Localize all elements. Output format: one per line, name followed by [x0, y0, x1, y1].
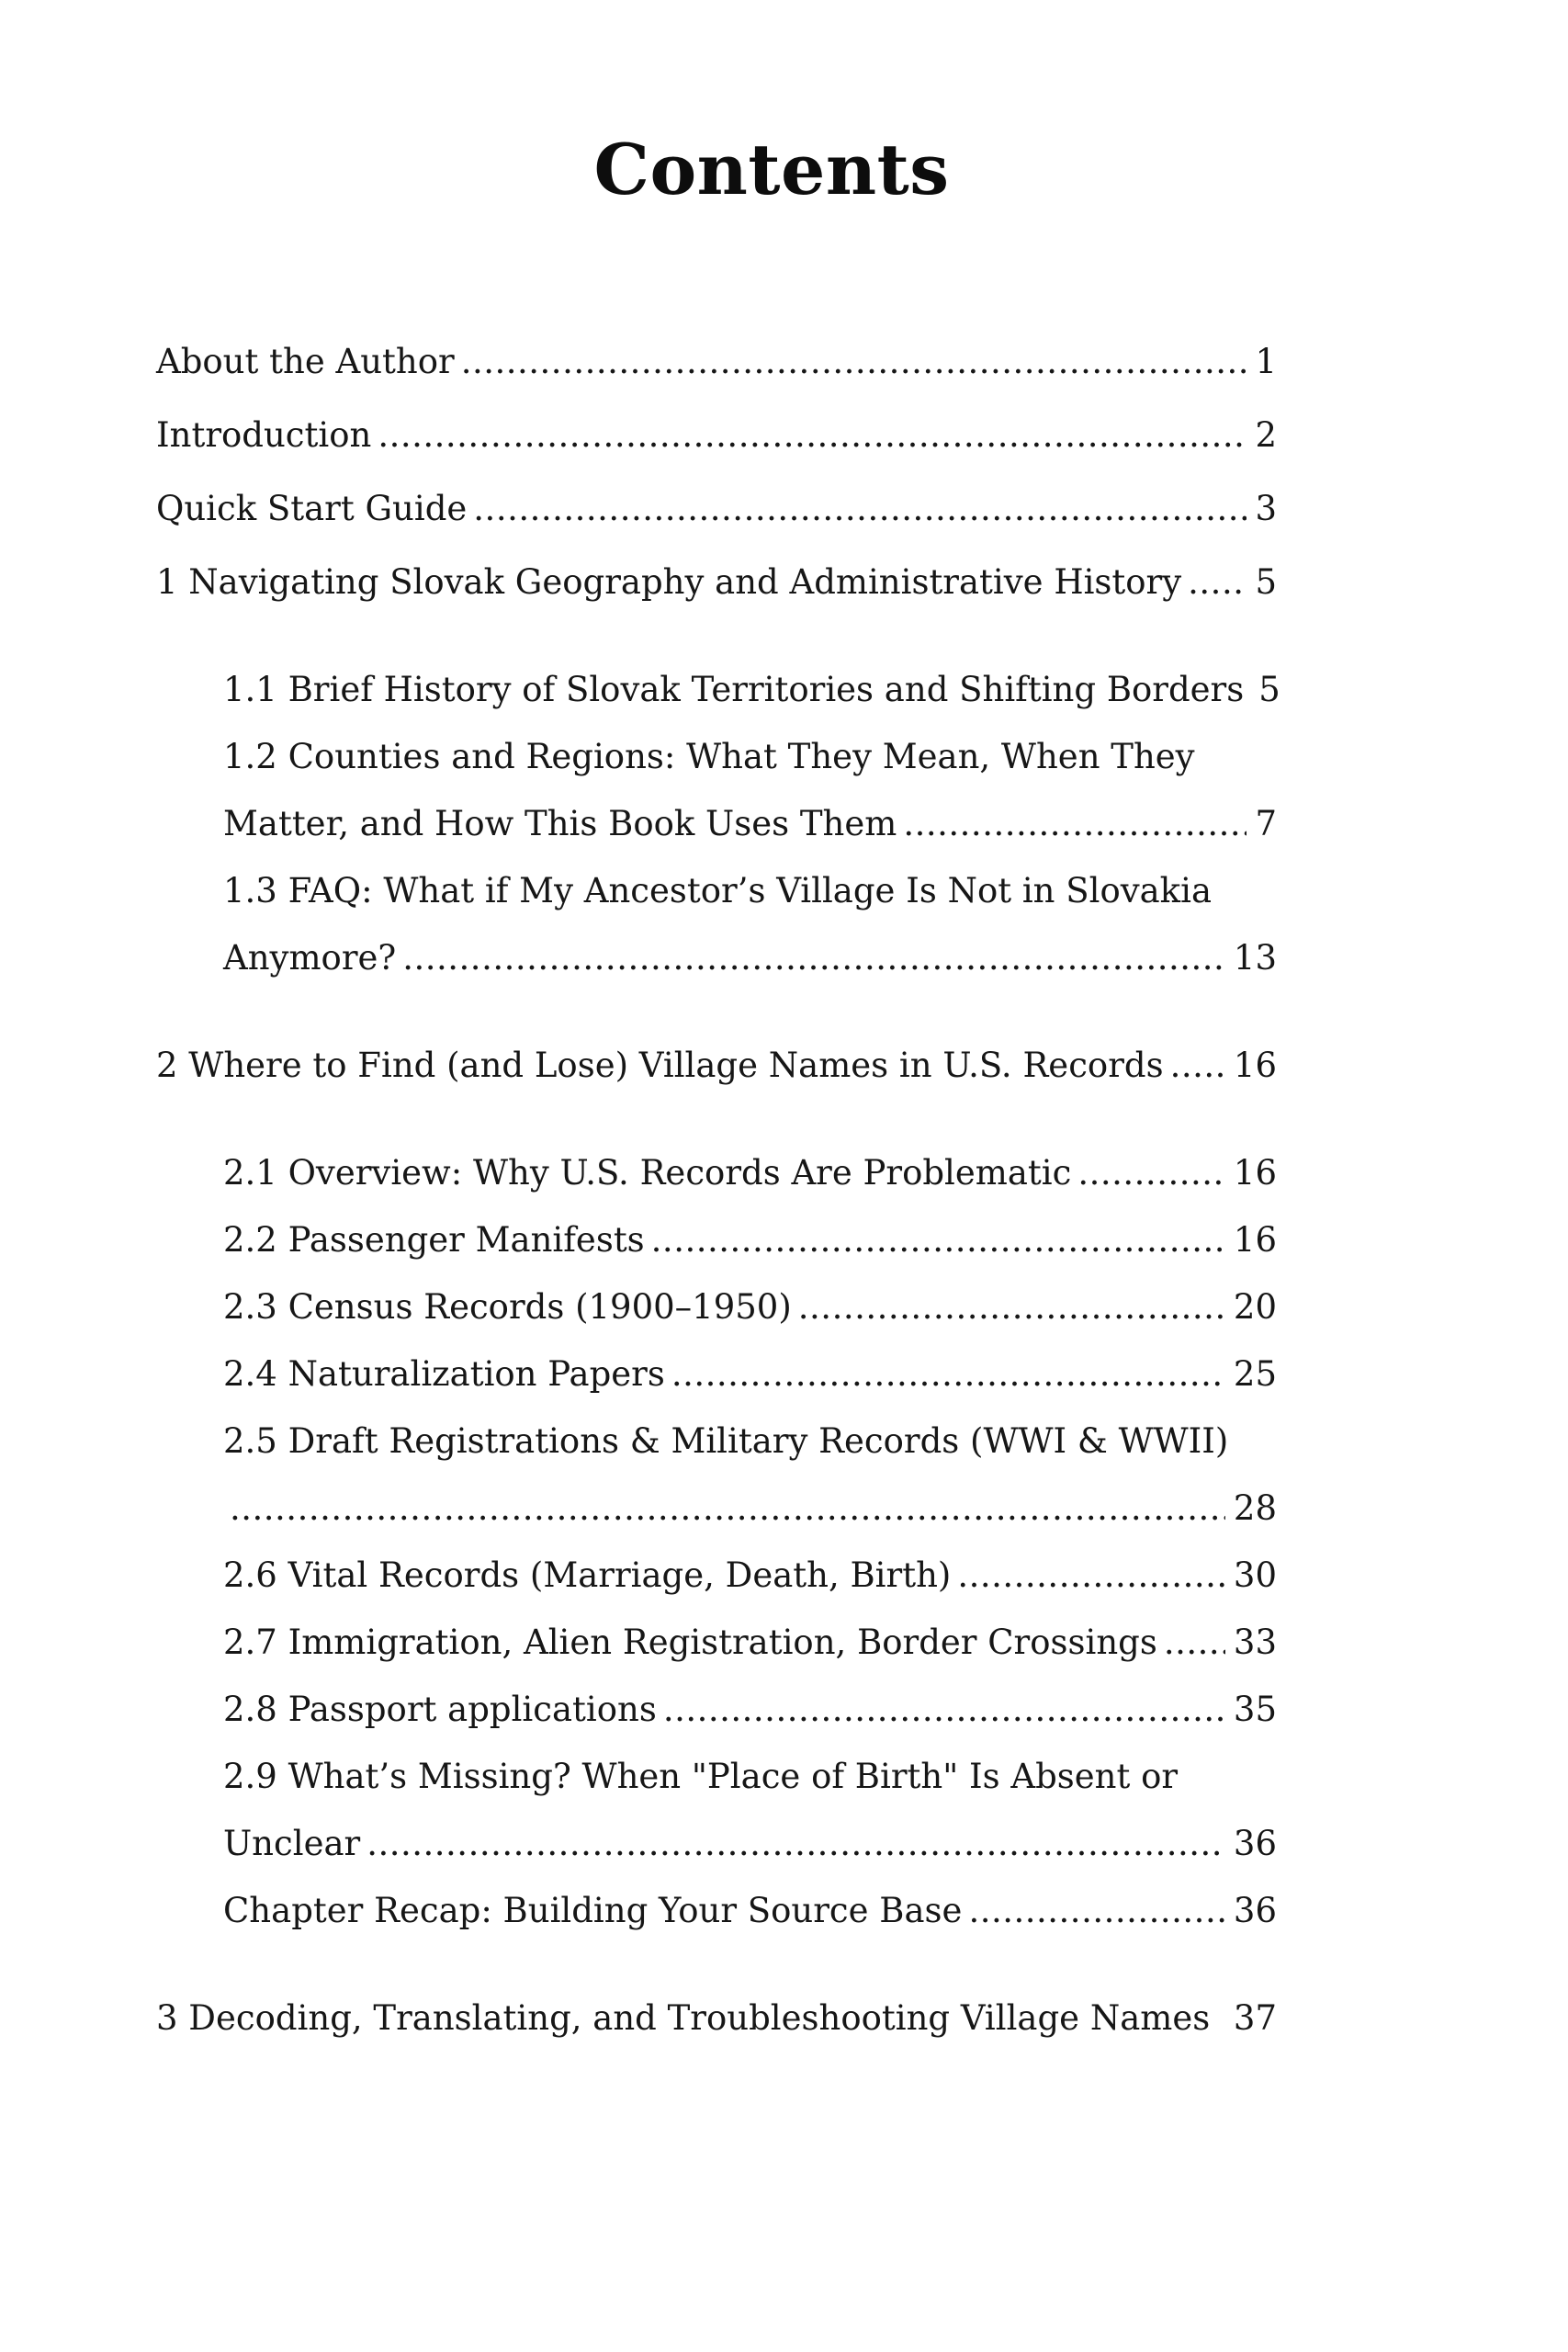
toc-entry-text: Introduction — [156, 415, 372, 456]
toc-page-number: 33 — [1233, 1623, 1277, 1663]
toc-page-number: 37 — [1233, 1998, 1277, 2039]
toc-page-number: 5 — [1255, 562, 1277, 603]
toc-line — [223, 924, 1277, 991]
toc-line — [223, 1676, 1277, 1743]
toc-entry-text: 2.7 Immigration, Alien Registration, Border Crossings — [223, 1623, 1157, 1663]
toc-line — [156, 328, 1277, 395]
toc-leader — [663, 1676, 1225, 1743]
toc-entry-text: 2.3 Census Records (1900–1950) — [223, 1287, 792, 1328]
toc-entry-text: 2.2 Passenger Manifests — [223, 1220, 645, 1261]
toc-page-number: 20 — [1233, 1287, 1277, 1328]
toc-leader — [968, 1877, 1224, 1944]
toc-leader — [461, 328, 1247, 395]
toc-leader — [473, 475, 1247, 542]
toc-line — [223, 656, 1280, 723]
toc-line — [223, 1810, 1277, 1877]
toc-page-number: 7 — [1255, 804, 1277, 844]
toc-entry-text: 2 Where to Find (and Lose) Village Names in U.S. Records — [156, 1046, 1164, 1086]
toc-entry-text: 2.4 Naturalization Papers — [223, 1354, 665, 1395]
toc-entry-text: 1 Navigating Slovak Geography and Administrative History — [156, 562, 1182, 603]
toc-entry-text: 2.5 Draft Registrations & Military Records (WWI & WWII) — [223, 1421, 1229, 1462]
toc-line — [223, 790, 1277, 857]
toc-page-number: 1 — [1255, 342, 1277, 382]
toc-line — [156, 475, 1277, 542]
toc-line — [223, 1273, 1277, 1340]
toc-line — [156, 401, 1277, 469]
toc-entry-text: 2.1 Overview: Why U.S. Records Are Problematic — [223, 1153, 1072, 1193]
toc-page-number: 13 — [1233, 938, 1277, 978]
toc-line — [223, 1408, 1277, 1475]
toc-page-number: 16 — [1233, 1220, 1277, 1261]
toc-line — [223, 1139, 1277, 1206]
toc-entry-text: 1.1 Brief History of Slovak Territories and Shifting Borders — [223, 670, 1245, 710]
toc-entry-text: Anymore? — [223, 938, 397, 978]
toc-leader — [798, 1273, 1225, 1340]
toc-line — [223, 1206, 1277, 1273]
toc-leader — [1164, 1609, 1225, 1676]
toc-leader — [651, 1206, 1225, 1273]
toc-line — [156, 548, 1277, 616]
toc-page-number: 28 — [1233, 1488, 1277, 1529]
toc-entry-text: 1.2 Counties and Regions: What They Mean, When They — [223, 737, 1195, 777]
toc-leader — [957, 1542, 1225, 1609]
toc-page-number: 2 — [1255, 415, 1277, 456]
toc-leader — [402, 924, 1225, 991]
toc-page-number: 35 — [1233, 1690, 1277, 1730]
toc-entry-text: 2.8 Passport applications — [223, 1690, 657, 1730]
toc-leader — [1188, 548, 1247, 616]
toc-entry-text: About the Author — [156, 342, 455, 382]
toc-line — [223, 1340, 1277, 1408]
toc-entry-text: Matter, and How This Book Uses Them — [223, 804, 897, 844]
toc-leader — [378, 401, 1247, 469]
toc-leader — [903, 790, 1247, 857]
toc-leader — [1170, 1032, 1225, 1099]
toc-entry-text: 3 Decoding, Translating, and Troubleshooting Village Names — [156, 1998, 1211, 2039]
toc-line — [156, 1032, 1277, 1099]
toc-line — [223, 1877, 1277, 1944]
toc-entry-text: 1.3 FAQ: What if My Ancestor’s Village Is Not in Slovakia — [223, 871, 1212, 911]
toc-entry-text: Unclear — [223, 1824, 361, 1864]
table-of-contents — [156, 328, 1280, 2052]
toc-leader — [1077, 1139, 1225, 1206]
page-title: Contents — [593, 129, 950, 210]
toc-page-number: 16 — [1233, 1153, 1277, 1193]
toc-page-number: 16 — [1233, 1046, 1277, 1086]
toc-line — [223, 1609, 1277, 1676]
toc-line — [223, 723, 1277, 790]
toc-page-number: 36 — [1233, 1824, 1277, 1864]
toc-page-number: 5 — [1258, 670, 1280, 710]
toc-page-number: 25 — [1233, 1354, 1277, 1395]
toc-entry-text: 2.9 What’s Missing? When "Place of Birth" Is Absent or — [223, 1757, 1179, 1797]
toc-line — [156, 1984, 1277, 2052]
toc-line — [223, 1475, 1277, 1542]
toc-leader — [230, 1475, 1225, 1542]
toc-line — [223, 1542, 1277, 1609]
toc-entry-text: Chapter Recap: Building Your Source Base — [223, 1891, 963, 1931]
toc-entry-text: 2.6 Vital Records (Marriage, Death, Birth) — [223, 1555, 952, 1596]
toc-entry-text: Quick Start Guide — [156, 489, 468, 529]
toc-leader — [671, 1340, 1225, 1408]
toc-page-number: 36 — [1233, 1891, 1277, 1931]
toc-leader — [367, 1810, 1225, 1877]
toc-line — [223, 1743, 1277, 1810]
toc-page-number: 30 — [1233, 1555, 1277, 1596]
toc-page-number: 3 — [1255, 489, 1277, 529]
toc-line — [223, 857, 1277, 924]
